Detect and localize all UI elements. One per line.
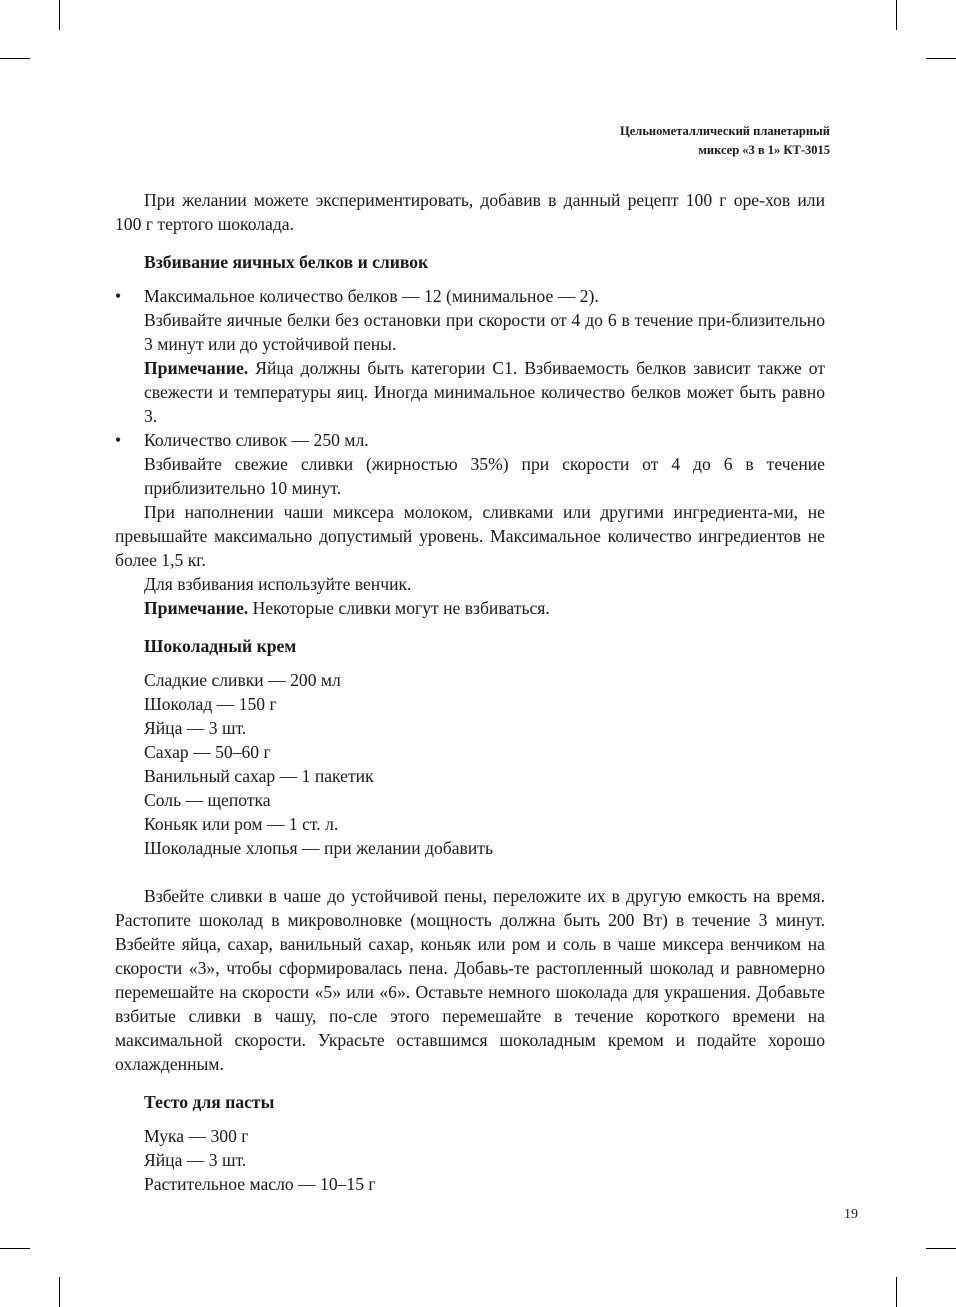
ingredient-list (115, 668, 825, 860)
bullet-text: Взбивайте свежие сливки (жирностью 35%) при скорости от 4 до 6 в течение приблизительно 10 минут. (144, 454, 825, 498)
section-heading-chocolate: Шоколадный крем (144, 636, 297, 656)
ingredient-item: Яйца — 3 шт. (144, 718, 247, 738)
header-line: миксер «3 в 1» КТ-3015 (698, 143, 830, 157)
ingredient-item: Сладкие сливки — 200 мл (144, 670, 341, 690)
chocolate-instructions: Взбейте сливки в чаше до устойчивой пены, переложите их в другую емкость на время. Растопите шоколад в микроволновке (мощность должна быть 200 Вт) в течение 3 минут. Взбейте яйца, сахар, ванильный сахар, коньяк или ром и соль в чаше миксера венчиком на скорости «3», чтобы сформировалась пена. Добавь-те растопленный шоколад и равномерно перемешайте на скорости «5» или «6». Оставьте немного шоколада для украшения. Добавьте взбитые сливки в чашу, по-сле этого перемешайте в течение короткого времени на максимальной скорости. Украсьте оставшимся шоколадным кремом и подайте хорошо охлажденным. (115, 886, 825, 1074)
page-number: 19 (844, 1207, 858, 1222)
bullet-item (115, 284, 825, 428)
whisk-paragraph: Для взбивания используйте венчик. (144, 574, 412, 594)
ingredient-list (115, 1124, 825, 1196)
ingredient-item: Шоколадные хлопья — при желании добавить (144, 838, 493, 858)
note-text: Некоторые сливки могут не взбиваться. (248, 598, 550, 618)
bullet-item (115, 428, 825, 500)
header-line: Цельнометаллический планетарный (620, 124, 830, 138)
note-paragraph (115, 596, 825, 620)
ingredient-item: Мука — 300 г (144, 1126, 249, 1146)
crop-mark (896, 1277, 897, 1307)
note-text: Яйца должны быть категории С1. Взбиваемость белков зависит также от свежести и температуры яиц. Иногда минимальное количество белков может быть равно 3. (144, 358, 825, 426)
note-paragraph (144, 356, 825, 428)
running-header (620, 122, 830, 160)
bullet-line: Максимальное количество белков — 12 (минимальное — 2). (144, 286, 599, 306)
bullet-text: Взбивайте яичные белки без остановки при скорости от 4 до 6 в течение при-близительно 3 минут или до устойчивой пены. (144, 310, 825, 354)
ingredient-item: Коньяк или ром — 1 ст. л. (144, 814, 339, 834)
page-content (115, 188, 825, 1196)
fill-paragraph: При наполнении чаши миксера молоком, сливками или другими ингредиента-ми, не превышайте максимально допустимый уровень. Максимальное количество ингредиентов не более 1,5 кг. (115, 502, 825, 570)
note-label: Примечание. (144, 598, 249, 618)
crop-mark (59, 0, 60, 30)
bullet-line: Количество сливок — 250 мл. (144, 430, 369, 450)
crop-mark (0, 1248, 30, 1249)
bullet-icon: • (115, 430, 122, 450)
ingredient-item: Яйца — 3 шт. (144, 1150, 247, 1170)
crop-mark (896, 0, 897, 30)
note-label: Примечание. (144, 358, 249, 378)
crop-mark (0, 58, 30, 59)
ingredient-item: Соль — щепотка (144, 790, 271, 810)
ingredient-item: Растительное масло — 10–15 г (144, 1174, 376, 1194)
section-heading-pasta: Тесто для пасты (144, 1092, 275, 1112)
crop-mark (926, 1248, 956, 1249)
bullet-icon: • (115, 286, 122, 306)
crop-mark (926, 58, 956, 59)
ingredient-item: Ванильный сахар — 1 пакетик (144, 766, 374, 786)
section-heading-whipping: Взбивание яичных белков и сливок (144, 252, 429, 272)
intro-paragraph: При желании можете экспериментировать, добавив в данный рецепт 100 г оре-хов или 100 г тертого шоколада. (115, 190, 825, 234)
ingredient-item: Сахар — 50–60 г (144, 742, 271, 762)
ingredient-item: Шоколад — 150 г (144, 694, 277, 714)
crop-mark (59, 1277, 60, 1307)
